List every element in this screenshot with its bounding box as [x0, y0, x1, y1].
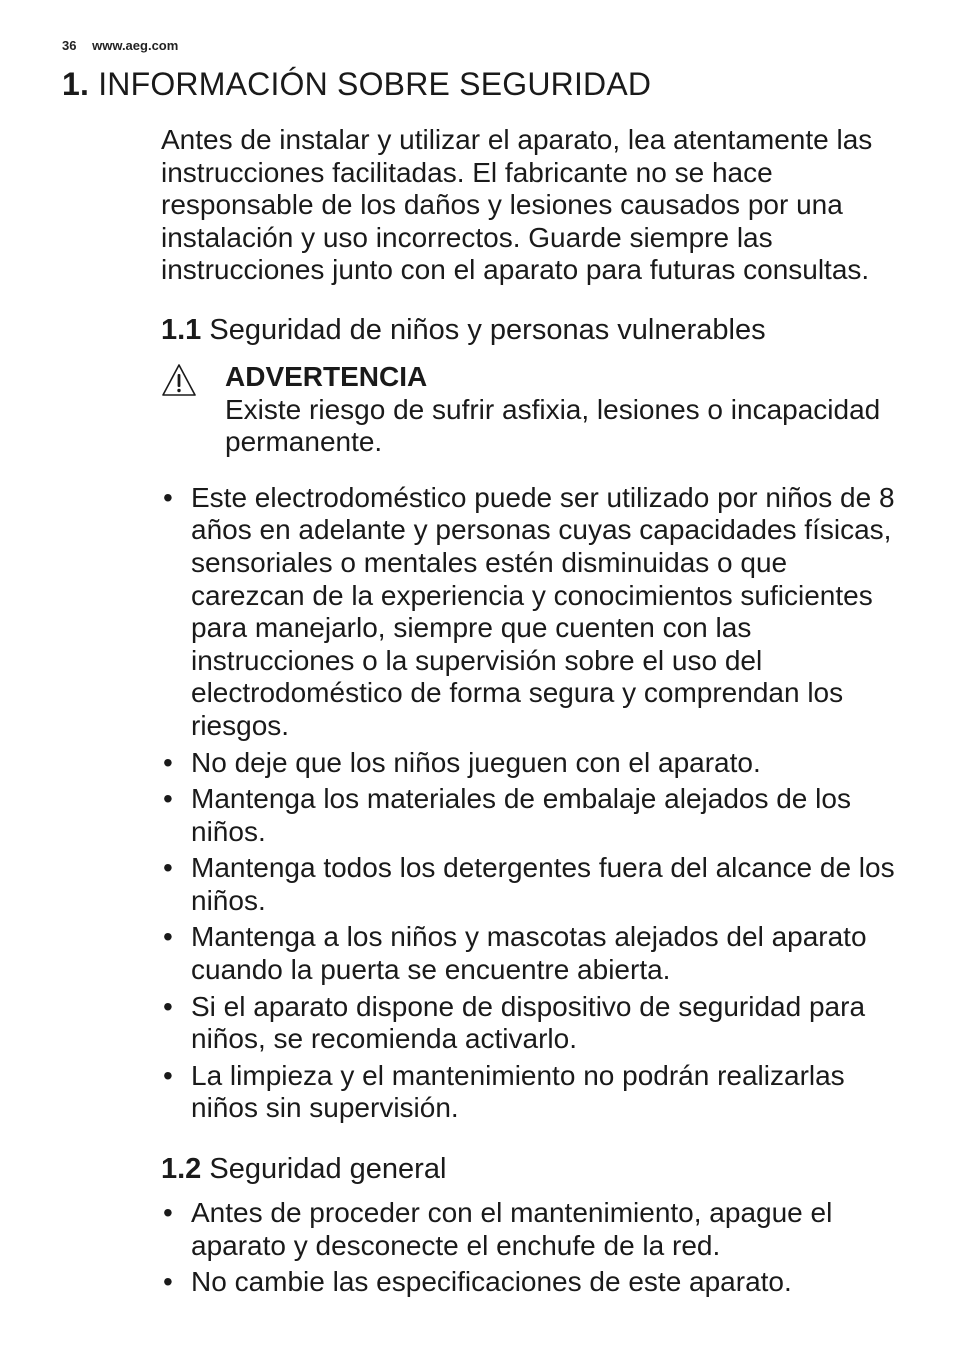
content [161, 124, 901, 1303]
warning-text: Existe riesgo de sufrir asfixia, lesiones o incapacidad permanente. [225, 393, 881, 458]
section-title [62, 66, 651, 103]
list-item-text: Si el aparato dispone de dispositivo de seguridad para niños, se recomienda activarlo. [191, 990, 866, 1055]
list-item-text: Mantenga a los niños y mascotas alejados del aparato cuando la puerta se encuentre abierta. [191, 921, 867, 986]
bullet-icon: • [163, 1059, 173, 1091]
bullet-icon: • [163, 921, 173, 953]
subsection-number: 1.1 [161, 313, 202, 346]
warning-title: ADVERTENCIA [225, 360, 428, 392]
warning-triangle-icon [161, 363, 197, 397]
list-item [161, 991, 901, 1056]
bullet-icon: • [163, 481, 173, 513]
warning-box [161, 361, 901, 459]
subsection-title-general-safety [161, 1153, 901, 1186]
intro-paragraph: Antes de instalar y utilizar el aparato, lea atentamente las instrucciones facilitadas. El fabricante no se hace responsable de los daños y lesiones causados por una instalación y uso incorrectos. Guarde siempre las instrucciones junto con el aparato para futuras consultas. [161, 124, 873, 286]
list-item-text: La limpieza y el mantenimiento no podrán realizarlas niños sin supervisión. [191, 1059, 845, 1124]
list-item [161, 747, 901, 780]
list-item [161, 1060, 901, 1125]
website-link[interactable]: www.aeg.com [92, 38, 179, 53]
subsection-title-text: Seguridad general [209, 1153, 447, 1186]
subsection-title-children-safety [161, 314, 901, 347]
list-item [161, 783, 901, 848]
list-item-text: Mantenga todos los detergentes fuera del alcance de los niños. [191, 852, 895, 916]
list-item [161, 921, 901, 986]
subsection-title-text: Seguridad de niños y personas vulnerables [209, 313, 766, 346]
list-item-text: Este electrodoméstico puede ser utilizado por niños de 8 años en adelante y personas cuyas capacidades físicas, sensoriales o mentales estén disminuidas o que carezcan de la experiencia y conocimientos suficientes para manejarlo, siempre que cuenten con las instrucciones o la supervisión sobre el uso del electrodoméstico de forma segura y comprendan los riesgos. [191, 481, 895, 741]
section-title-text: INFORMACIÓN SOBRE SEGURIDAD [98, 66, 652, 102]
bullet-icon: • [163, 852, 173, 884]
bullet-icon: • [163, 1197, 173, 1229]
bullet-icon: • [163, 1266, 173, 1298]
section-number: 1. [62, 66, 90, 102]
page-header [62, 38, 178, 53]
children-safety-list [161, 482, 901, 1125]
list-item-text: Antes de proceder con el mantenimiento, apague el aparato y desconecte el enchufe de la red. [191, 1197, 833, 1261]
list-item-text: No cambie las especificaciones de este aparato. [191, 1266, 792, 1298]
list-item [161, 852, 901, 917]
list-item-text: No deje que los niños jueguen con el aparato. [191, 746, 761, 778]
list-item [161, 1266, 901, 1299]
list-item-text: Mantenga los materiales de embalaje alejados de los niños. [191, 783, 851, 847]
bullet-icon: • [163, 990, 173, 1022]
general-safety-list [161, 1197, 901, 1299]
bullet-icon: • [163, 746, 173, 778]
list-item [161, 482, 901, 743]
page-number: 36 [62, 38, 77, 53]
bullet-icon: • [163, 783, 173, 815]
list-item [161, 1197, 901, 1262]
subsection-number: 1.2 [161, 1153, 202, 1186]
